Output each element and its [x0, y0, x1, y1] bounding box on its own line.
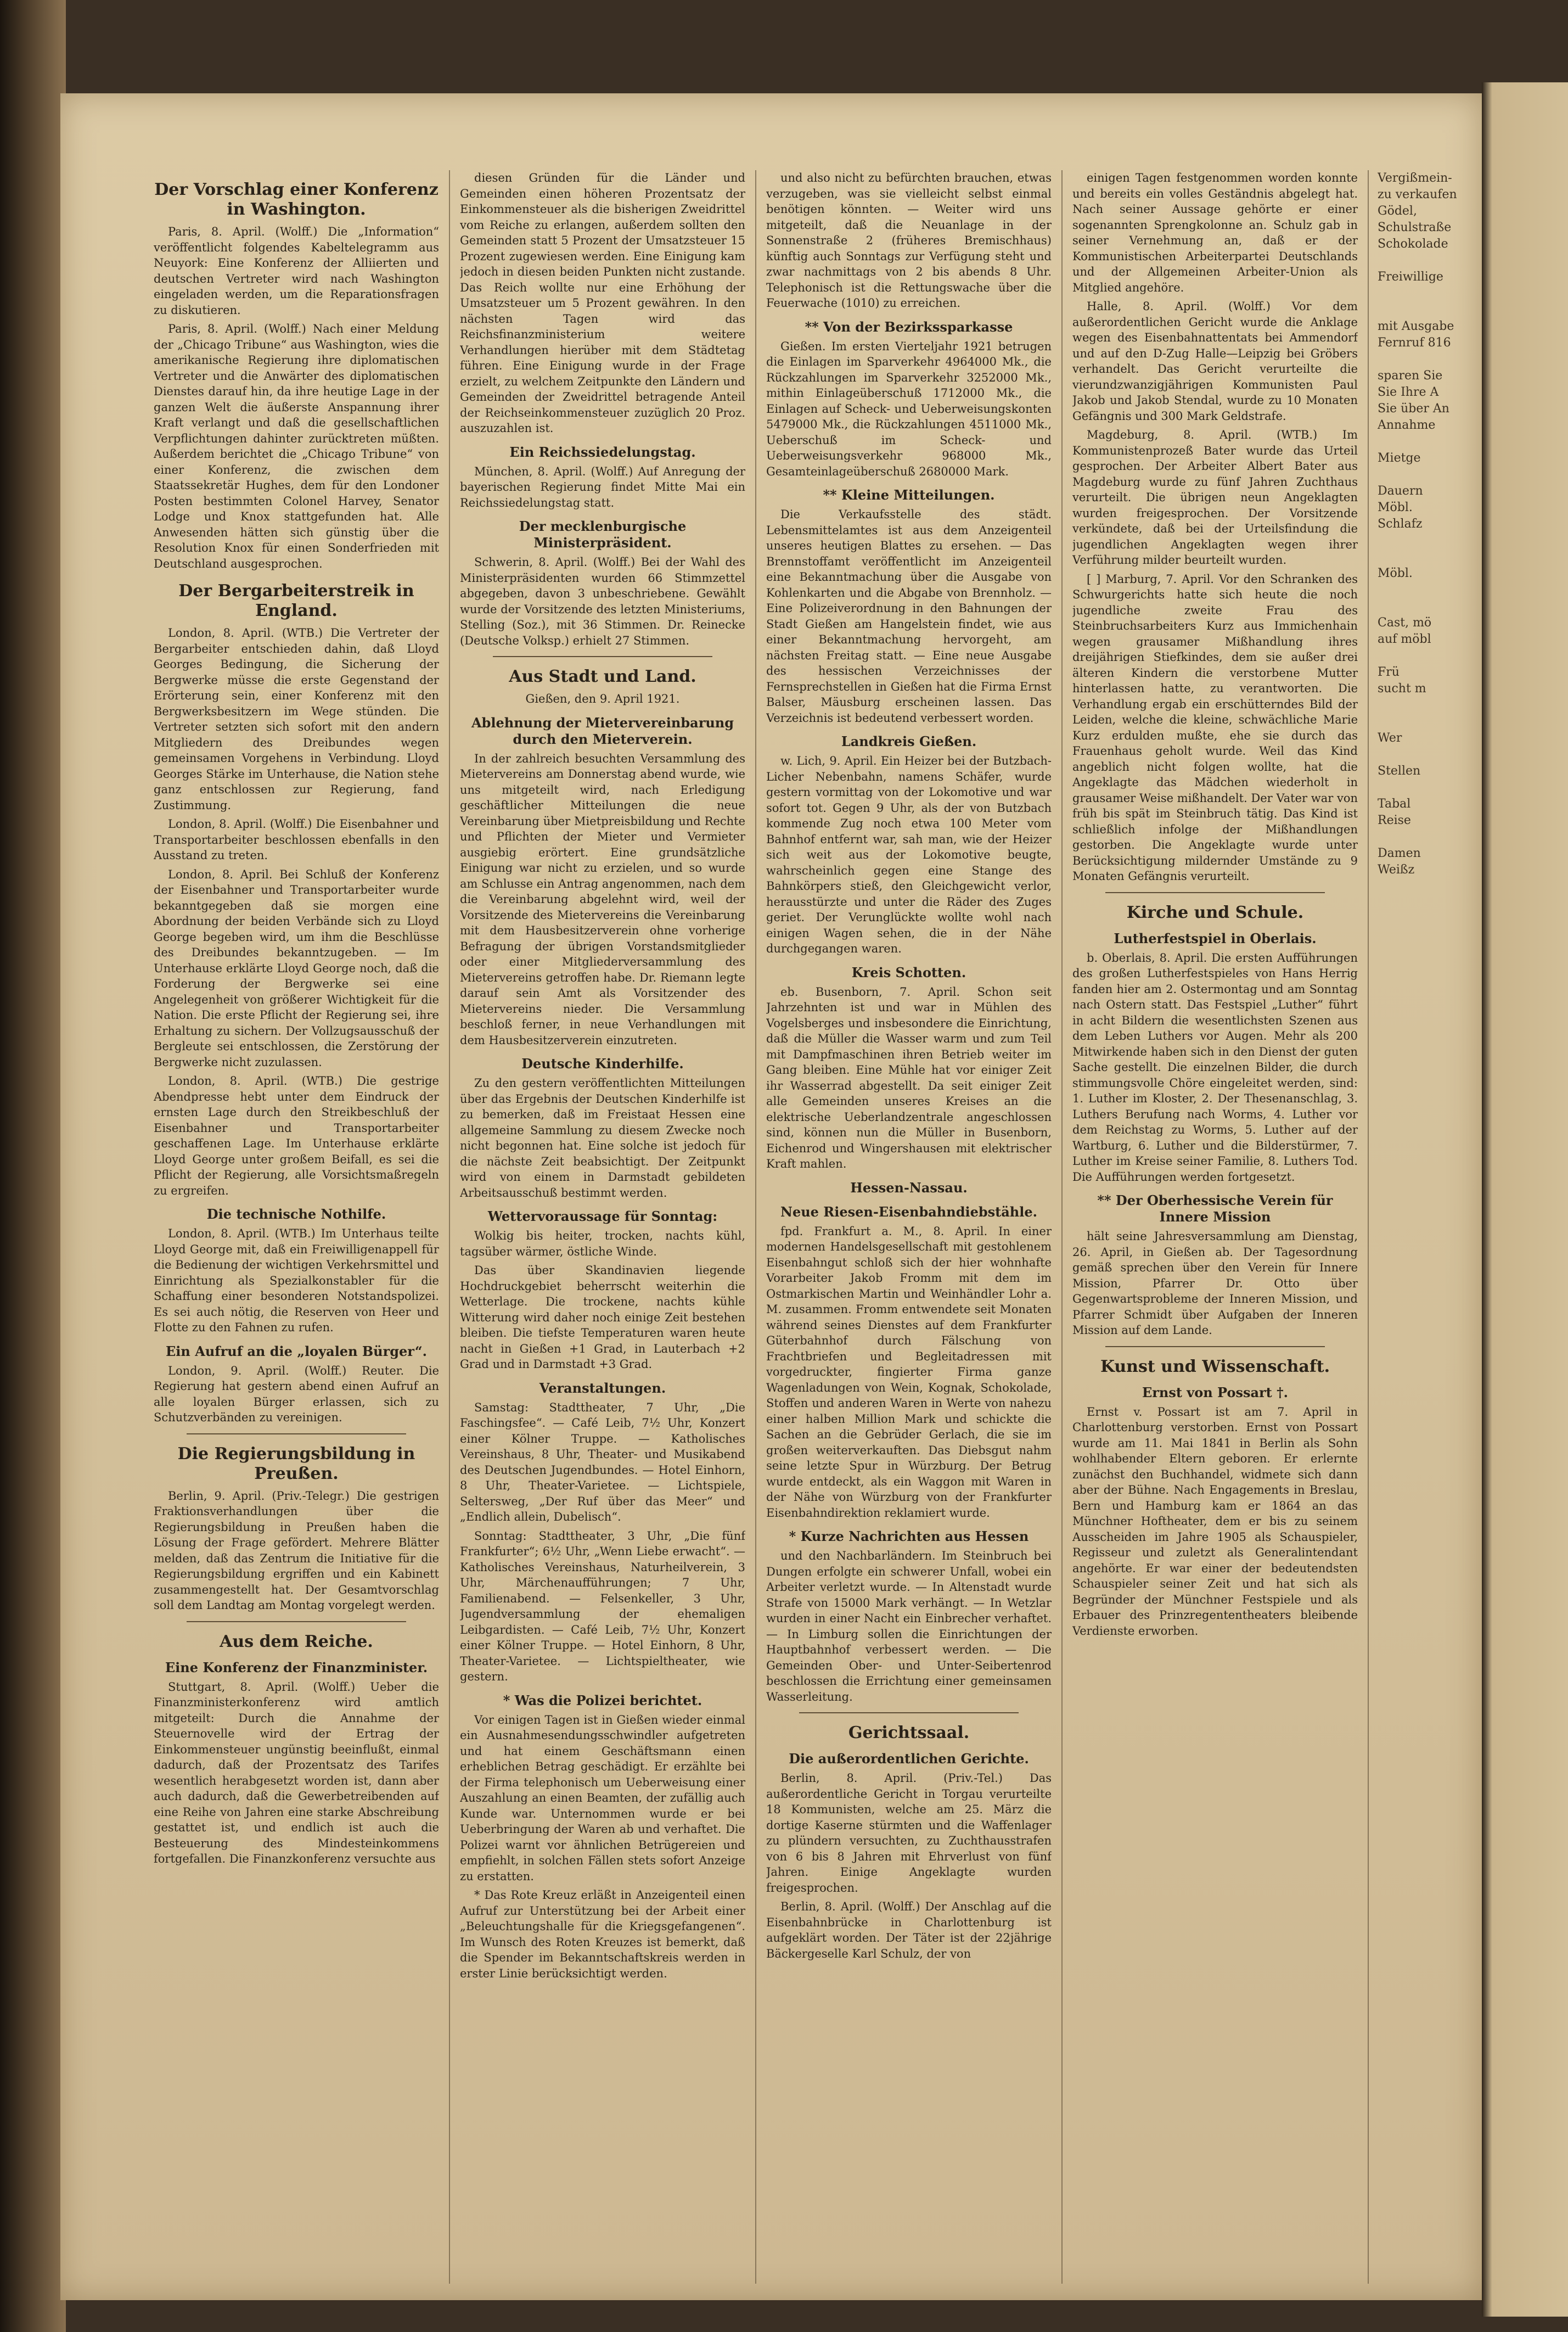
section-headline: Aus Stadt und Land.: [509, 667, 696, 686]
subheadline: * Kurze Nachrichten aus Hessen: [789, 1528, 1029, 1544]
subheadline: Neue Riesen-Eisenbahndiebstähle.: [780, 1203, 1037, 1220]
divider: [187, 1433, 406, 1434]
subheadline: Ein Aufruf an die „loyalen Bürger“.: [166, 1343, 427, 1359]
subheadline: Deutsche Kinderhilfe.: [521, 1056, 684, 1072]
column-3: [766, 170, 1052, 2289]
article-paragraph: London, 9. April. (Wolff.) Reuter. Die Regierung hat gestern abend einen Aufruf an alle loyalen Bürger erlassen, sich zu Schutzverbänden zu vereinigen.: [154, 1364, 439, 1424]
subheadline: Ernst von Possart †.: [1142, 1384, 1289, 1400]
column-rule: [449, 170, 450, 2284]
subheadline: ** Von der Bezirkssparkasse: [805, 318, 1013, 335]
article-paragraph: Stuttgart, 8. April. (Wolff.) Ueber die Finanzministerkonferenz wird amtlich mitgeteilt: Durch die Annahme der Steuernovelle wird der Ertrag der Einkommensteuer ungünstig beeinflußt, einmal dadurch, daß der Prozentsatz des Tarifes wesentlich herabgesetzt worden ist, dann aber auch dadurch, daß die Gewerbetreibenden auf eine Reihe von Jahren eine starke Abschreibung gestattet ist, und endlich ist auch die Besteuerung des Mindesteinkommens fortgefallen. Die Finanzkonferenz versuchte aus: [154, 1680, 439, 1865]
subheadline: Landkreis Gießen.: [841, 733, 977, 749]
article-paragraph: Magdeburg, 8. April. (WTB.) Im Kommunistenprozeß Bater wurde das Urteil gesprochen. Der Arbeiter Albert Bater aus Magdeburg wurde zu fünf Jahren Zuchthaus verurteilt. Die übrigen neun Angeklagten wurden freigesprochen. Der Vorsitzende verkündete, daß bei der Urteilsfindung die jugendlichen Angeklagten wegen ihrer Verführung milder beurteilt wurden.: [1072, 428, 1358, 567]
article-paragraph: einigen Tagen festgenommen worden konnte und bereits ein volles Geständnis abgelegt hat. Nach seiner Aussage gehörte er einer sogenannten Sprengkolonne an. Schulz gab in seiner Vernehmung an, daß er der Kommunistischen Arbeiterpartei Deutschlands und der Allgemeinen Arbeiter-Union als Mitglied angehöre.: [1072, 171, 1358, 294]
newspaper-page: [60, 93, 1482, 2300]
article-paragraph: fpd. Frankfurt a. M., 8. April. In einer modernen Handelsgesellschaft mit gestohlenem Eisenbahngut schloß sich der hier wohnhafte Vorarbeiter Jakob Fromm mit dem im Ostmarkischen Martin und Weinhändler Lohr a. M. zusammen. Fromm entwendete seit Monaten während seines Dienstes auf dem Frankfurter Güterbahnhof durch Fälschung von Frachtbriefen und Begleitadressen mit vorgedruckter, fingierter Firma ganze Wagenladungen von Wein, Kognak, Schokolade, Stoffen und anderen Waren in Werte von nahezu einer halben Million Mark und schickte die Sachen an die Gebrüder Gerlach, die sie im großen weiterverkauften. Das Diebsgut nahm seine letzte Spur in Würzburg. Der Betrug wurde entdeckt, als ein Waggon mit Waren in der Nähe von Würzburg von der Frankfurter Eisenbahndirektion reklamiert wurde.: [766, 1224, 1052, 1520]
article-paragraph: Die Verkaufsstelle des städt. Lebensmittelamtes ist aus dem Anzeigenteil unseres heutigen Blattes zu ersehen. — Das Brennstoffamt veröffentlicht im Anzeigenteil eine Bekanntmachung über die Ausgabe von Kohlenkarten und die Abgabe von Brennholz. — Eine Polizeiverordnung in den Bahnungen der Stadt Gießen am Hangelstein findet, wie aus einer Bekanntmachung hervorgeht, am nächsten Freitag statt. — Eine neue Ausgabe des hessischen Verzeichnisses der Fernsprechstellen in Gießen hat die Firma Ernst Balser, Mäusburg erscheinen lassen. Das Verzeichnis ist bedeutend verbessert worden.: [766, 508, 1052, 725]
divider: [493, 656, 712, 657]
article-paragraph: Ernst v. Possart ist am 7. April in Charlottenburg verstorben. Ernst von Possart wurde am 11. Mai 1841 in Berlin als Sohn wohlhabender Eltern geboren. Er erlernte zunächst den Buchhandel, widmete sich dann aber der Bühne. Nach Engagements in Breslau, Bern und Hamburg kam er 1864 an das Münchner Hoftheater, dem er bis zu seinem Ausscheiden im Jahre 1905 als Schauspieler, Regisseur und zuletzt als Generalintendant angehörte. Er war einer der bedeutendsten Schauspieler seiner Zeit und hat sich als Begründer der Münchner Festspiele und als Erbauer des Prinzregententheaters bleibende Verdienste erworben.: [1072, 1405, 1358, 1638]
article-paragraph: und also nicht zu befürchten brauchen, etwas verzugeben, was sie vielleicht selbst einmal benötigen könnten. — Weiter wird uns mitgeteilt, daß die Neuanlage in der Sonnenstraße 2 (früheres Bremischhaus) künftig auch Sonntags zur Verfügung steht und zwar nachmittags von 2 bis abends 8 Uhr. Telephonisch ist die Rettungswache über die Feuerwache (1010) zu erreichen.: [766, 171, 1052, 310]
divider: [1105, 892, 1325, 893]
article-paragraph: Paris, 8. April. (Wolff.) Die „Information“ veröffentlicht folgendes Kabeltelegramm aus Neuyork: Eine Konferenz der Alliierten und deutschen Vertreter wird nach Washington eingeladen werden, um die Reparationsfragen zu diskutieren.: [154, 225, 439, 317]
article-paragraph: Sonntag: Stadttheater, 3 Uhr, „Die fünf Frankfurter“; 6½ Uhr, „Wenn Liebe erwacht“. — Katholisches Vereinshaus, Naturheilverein, 3 Uhr, Märchenaufführungen; 7 Uhr, Familienabend. — Felsenkeller, 3 Uhr, Jugendversammlung der ehemaligen Leibgardisten. — Café Leib, 7½ Uhr, Konzert einer Kölner Truppe. — Hotel Einhorn, 8 Uhr, Theater-Varietee. — Lichtspieltheater, wie gestern.: [460, 1529, 745, 1683]
divider: [187, 1621, 406, 1622]
article-paragraph: In der zahlreich besuchten Versammlung des Mietervereins am Donnerstag abend wurde, wie uns mitgeteilt wird, nach Erledigung geschäftlicher Mitteilungen die neue Vereinbarung über Mietpreisbildung und Rechte und Pflichten der Mieter und Vermieter ausgiebig erörtert. Eine grundsätzliche Einigung war nicht zu erzielen, und so wurde am Schlusse ein Antrag angenommen, nach dem die Vereinbarung abgelehnt wird, weil der Vorsitzende des Mietervereins die Vereinbarung mit dem Hausbesitzerverein ohne vorherige Befragung der übrigen Vorstandsmitglieder oder einer Mitgliederversammlung des Mietervereins getroffen habe. Dr. Riemann legte darauf sein Amt als Vorsitzender des Mietervereins nieder. Die Versammlung beschloß ferner, in neue Verhandlungen mit dem Hausbesitzerverein einzutreten.: [460, 752, 745, 1047]
section-headline: Aus dem Reiche.: [220, 1632, 373, 1651]
article-paragraph: Zu den gestern veröffentlichten Mitteilungen über das Ergebnis der Deutschen Kinderhilfe ist zu bemerken, daß im Freistaat Hessen eine allgemeine Sammlung zu diesem Zwecke noch nicht begonnen hat. Eine solche ist jedoch für die nächste Zeit beabsichtigt. Der Zeitpunkt wird von einem in Darmstadt gebildeten Arbeitsausschuß bestimmt werden.: [460, 1077, 745, 1199]
divider: [1105, 1346, 1325, 1347]
subheadline: Wettervoraussage für Sonntag:: [487, 1208, 718, 1224]
subheadline: * Was die Polizei berichtet.: [503, 1692, 702, 1708]
subheadline: ** Der Oberhessische Verein für Innere Mission: [1097, 1192, 1333, 1225]
article-paragraph: eb. Busenborn, 7. April. Schon seit Jahrzehnten ist und war in Mühlen des Vogelsberges und insbesondere die Einrichtung, daß die Müller die Wasser warm und zum Teil mit Dampfmaschinen ihren Betrieb weiter im Gang bleiben. Eine Mühle hat vor einiger Zeit ihr Wasserrad abgestellt. Da seit einiger Zeit alle Gemeinden unseres Kreises an die elektrische Ueberlandzentrale angeschlossen sind, können nun die Müller in Busenborn, Eichenrod und Wingershausen mit elektrischer Kraft mahlen.: [766, 985, 1052, 1170]
subheadline: Eine Konferenz der Finanzminister.: [165, 1659, 428, 1675]
article-paragraph: London, 8. April. (WTB.) Die gestrige Abendpresse hebt unter dem Eindruck der ernsten Lage durch den Streikbeschluß der Eisenbahner und Transportarbeiter geschaffenen Lage. Im Unterhause erklärte Lloyd George unter großem Beifall, es sei die Pflicht der Regierung, alle Vorsichtsmaßregeln zu ergreifen.: [154, 1074, 439, 1197]
subheadline: Ein Reichssiedelungstag.: [509, 444, 696, 460]
subheadline: Lutherfestspiel in Oberlais.: [1114, 930, 1317, 946]
advertisement-strip: Vergißmein- zu verkaufen Gödel, Schulstraße Schokolade Freiwillige mit Ausgabe Fernruf 816 sparen Sie Sie Ihre A Sie über An Annahme Mietge Dauern Möbl. Schlafz Möbl. Cast, mö auf möbl Frü sucht m Wer Stellen Tabal Reise Damen Weißz: [1378, 171, 1457, 877]
article-paragraph: München, 8. April. (Wolff.) Auf Anregung der bayerischen Regierung findet Mitte Mai ein Reichssiedelungstag statt.: [460, 464, 745, 509]
headline: Der Vorschlag einer Konferenz in Washington.: [154, 180, 439, 219]
column-1: [154, 170, 439, 2289]
column-rule: [1368, 170, 1369, 2284]
article-paragraph: Berlin, 9. April. (Priv.-Telegr.) Die gestrigen Fraktionsverhandlungen über die Regierungsbildung in Preußen haben die Lösung der Frage gefördert. Mehrere Blätter melden, daß das Zentrum die Initiative für die Regierungsbildung ergriffen und ein Kabinett zusammengestellt hat. Der Gesamtvorschlag soll dem Landtag am Montag vorgelegt werden.: [154, 1489, 439, 1612]
article-paragraph: Vor einigen Tagen ist in Gießen wieder einmal ein Ausnahmesendungsschwindler aufgetreten und hat einem Geschäftsmann einen erheblichen Betrag geschädigt. Er erzählte bei der Firma telephonisch um Ueberweisung einer Auszahlung an einen Beamten, der zufällig auch Kunde war. Unternommen wurde er bei Ueberbringung der Waren ab und verhaftet. Die Polizei warnt vor ähnlichen Betrügereien und empfiehlt, in solchen Fällen stets sofort Anzeige zu erstatten.: [460, 1713, 745, 1883]
headline: Der Bergarbeiterstreik in England.: [178, 581, 414, 620]
article-paragraph: London, 8. April. (WTB.) Die Vertreter der Bergarbeiter entschieden dahin, daß Lloyd Georges Bedingung, die Sicherung der Bergwerke müsse die erste Gegenstand der Erörterung sein, einer Konferenz mit den Bergwerksbesitzern im Wege stünden. Die Vertreter setzten sich sofort mit den andern Mitgliedern des Dreibundes wegen gemeinsamen Vorgehens in Verbindung. Lloyd Georges Stärke im Unterhause, die Nation stehe ganz entschlossen zur Regierung, fand Zustimmung.: [154, 626, 439, 812]
subheadline: Die technische Nothilfe.: [206, 1206, 386, 1222]
article-paragraph: und den Nachbarländern. Im Steinbruch bei Dungen erfolgte ein schwerer Unfall, wobei ein Arbeiter verletzt wurde. — In Altenstadt wurde Strafe von 15000 Mark verhängt. — In Wetzlar wurden in einer Nacht ein Einbrecher verhaftet. — In Limburg sollen die Einrichtungen der Hauptbahnhof verbessert werden. — Die Gemeinden Ober- und Unter-Seibertenrod beschlossen die Errichtung einer gemeinsamen Wasserleitung.: [766, 1549, 1052, 1703]
article-paragraph: hält seine Jahresversammlung am Dienstag, 26. April, in Gießen ab. Der Tagesordnung gemäß sprechen über den Verein für Innere Mission, Pfarrer Dr. Otto über Gegenwartsprobleme der Inneren Mission, und Pfarrer Schmidt über Aufgaben der Inneren Mission auf dem Lande.: [1072, 1230, 1358, 1337]
article-paragraph: Berlin, 8. April. (Priv.-Tel.) Das außerordentliche Gericht in Torgau verurteilte 18 Kommunisten, welche am 25. März die dortige Kaserne stürmten und die Waffenlager zu plündern versuchten, zu Zuchthausstrafen von 6 bis 8 Jahren mit Ehrverlust von fünf Jahren. Einige Angeklagte wurden freigesprochen.: [766, 1772, 1052, 1894]
article-paragraph: Gießen. Im ersten Vierteljahr 1921 betrugen die Einlagen im Sparverkehr 4964000 Mk., die Rückzahlungen im Sparverkehr 3252000 Mk., mithin Einlageüberschuß 1712000 Mk., die Einlagen auf Scheck- und Ueberweisungskonten 5479000 Mk., die Rückzahlungen 4511000 Mk., Ueberschuß im Scheck- und Ueberweisungsverkehr 968000 Mk., Gesamteinlageüberschuß 2680000 Mark.: [766, 339, 1052, 478]
subheadline: ** Kleine Mitteilungen.: [823, 487, 995, 503]
dateline: Gießen, den 9. April 1921.: [525, 692, 680, 705]
article-paragraph: Das über Skandinavien liegende Hochdruckgebiet beherrscht weiterhin die Wetterlage. Die trockene, nachts kühle Witterung wird daher noch einige Zeit bestehen bleiben. Die tiefste Temperaturen waren heute nacht in Gießen +1 Grad, in Lauterbach +2 Grad und in Darmstadt +3 Grad.: [460, 1264, 745, 1371]
column-4: [1072, 170, 1358, 2289]
article-paragraph: b. Oberlais, 8. April. Die ersten Aufführungen des großen Lutherfestspieles von Hans Herrig fanden hier am 2. Ostermontag und am Sonntag nach Ostern statt. Das Festspiel „Luther“ führt in acht Bildern die wesentlichsten Szenen aus dem Leben Luthers vor Augen. Mehr als 200 Mitwirkende haben sich in den Dienst der guten Sache gestellt. Die einzelnen Bilder, die durch stimmungsvolle Chöre eingeleitet werden, sind: 1. Luther im Kloster, 2. Der Thesenanschlag, 3. Luthers Berufung nach Worms, 4. Luther vor dem Reichstag zu Worms, 5. Luther auf der Wartburg, 6. Luther und die Bilderstürmer, 7. Luther im Kreise seiner Familie, 8. Luthers Tod. Die Aufführungen werden fortgesetzt.: [1072, 951, 1358, 1184]
headline: Die Regierungsbildung in Preußen.: [177, 1444, 415, 1483]
divider: [799, 1712, 1019, 1713]
article-paragraph: Halle, 8. April. (Wolff.) Vor dem außerordentlichen Gericht wurde die Anklage wegen des Eisenbahnattentats bei Ammendorf und auf den D-Zug Halle—Leipzig bei Gröbers verhandelt. Das Gericht verurteilte die vierundzwanzigjährigen Kommunisten Paul Jakob und Jakob Stendal, wurde zu 10 Monaten Gefängnis und 300 Mark Geldstrafe.: [1072, 300, 1358, 423]
article-paragraph: Samstag: Stadttheater, 7 Uhr, „Die Faschingsfee“. — Café Leib, 7½ Uhr, Konzert einer Kölner Truppe. — Katholisches Vereinshaus, 8 Uhr, Theater- und Musikabend des Deutschen Jugendbundes. — Hotel Einhorn, 8 Uhr, Theater-Varietee. — Lichtspiele, Seltersweg, „Der Ruf über das Meer“ und „Endlich allein, Dubelisch“.: [460, 1400, 745, 1523]
article-paragraph: * Das Rote Kreuz erläßt in Anzeigenteil einen Aufruf zur Unterstützung bei der Arbeit einer „Beleuchtungshalle für die Kriegsgefangenen“. Im Wunsch des Roten Kreuzes ist bemerkt, daß die Spender im Bekanntschaftskreis werden in erster Linie berücksichtigt werden.: [460, 1888, 745, 1980]
article-paragraph: [ ] Marburg, 7. April. Vor den Schranken des Schwurgerichts hatte sich heute die noch jugendliche zweite Frau des Steinbruchsarbeiters Kurz aus Immichenhain wegen grausamer Mißhandlung ihres dreijährigen Stiefkindes, dem sie außer drei älteren Kindern die verstorbene Mutter hinterlassen hatte, zu verantworten. Die Verhandlung ergab ein erschütterndes Bild der Leiden, welche die kleine, schwächliche Marie Kurz erdulden mußte, ehe sie durch das Frauenhaus geholt wurde. Weil das Kind angeblich nicht folgen wollte, hat die Angeklagte das Mädchen wiederholt in grausamer Weise mißhandelt. Der Vater war von früh bis spät im Steinbruch tätig. Das Kind ist schließlich infolge der Mißhandlungen gestorben. Die Angeklagte wurde unter Berücksichtigung mildernder Umstände zu 9 Monaten Gefängnis verurteilt.: [1072, 572, 1358, 883]
subheadline: Kreis Schotten.: [851, 964, 966, 980]
subheadline: Der mecklenburgische Ministerpräsident.: [519, 518, 687, 551]
subheadline: Veranstaltungen.: [539, 1380, 666, 1396]
column-rule: [755, 170, 756, 2284]
column-2: [460, 170, 745, 2289]
article-paragraph: London, 8. April. (WTB.) Im Unterhaus teilte Lloyd George mit, daß ein Freiwilligenappell für die Bedienung der wichtigen Verkehrsmittel und Einrichtung als Spezialkonstabler für die Schaffung einer besonderen Notstandspolizei. Es sei auch nötig, die Reserven von Heer und Flotte zu den Fahnen zu rufen.: [154, 1227, 439, 1334]
scan-left-margin: [0, 0, 66, 2332]
section-headline: Kunst und Wissenschaft.: [1100, 1356, 1330, 1376]
article-paragraph: London, 8. April. (Wolff.) Die Eisenbahner und Transportarbeiter beschlossen ebenfalls in den Ausstand zu treten.: [154, 817, 439, 862]
section-headline: Gerichtssaal.: [848, 1723, 970, 1742]
section-headline: Kirche und Schule.: [1126, 902, 1304, 922]
article-paragraph: London, 8. April. Bei Schluß der Konferenz der Eisenbahner und Transportarbeiter wurde bekanntgegeben daß sie morgen eine Abordnung der beiden Verbände sich zu Lloyd George begeben wird, um ihm die Beschlüsse des Dreibundes bekanntzugeben. — Im Unterhause erklärte Lloyd George noch, daß die Forderung der Bergwerke sei eine Angelegenheit von größerer Wichtigkeit für die Nation. Die erste Pflicht der Regierung sei, ihre Erhaltung zu sichern. Der Vollzugsausschuß der Bergleute sei entschlossen, die Zerstörung der Bergwerke nicht zuzulassen.: [154, 867, 439, 1069]
article-paragraph: Paris, 8. April. (Wolff.) Nach einer Meldung der „Chicago Tribune“ aus Washington, wies die amerikanische Regierung ihre diplomatischen Vertreter und die Anwärter des diplomatischen Dienstes darauf hin, da ihre heutige Lage in der ganzen Welt die äußerste Anspannung ihrer Kraft verlangt und daß die gesellschaftlichen Verpflichtungen dahinter zurücktreten müßten. Außerdem berichtet die „Chicago Tribune“ von einer Konferenz, die zwischen dem Staatssekretär Hughes, dem für den Londoner Posten bestimmten Colonel Harvey, Senator Lodge und Knox stattgefunden hat. Alle Anwesenden hätten sich günstig über die Resolution Knox für einen Sonderfrieden mit Deutschland ausgesprochen.: [154, 322, 439, 570]
adjacent-page-edge: [1482, 82, 1568, 2317]
subheadline: Die außerordentlichen Gerichte.: [789, 1751, 1029, 1767]
article-paragraph: Berlin, 8. April. (Wolff.) Der Anschlag auf die Eisenbahnbrücke in Charlottenburg ist aufgeklärt worden. Der Täter ist der 22jährige Bäckergeselle Karl Schulz, der von: [766, 1900, 1052, 1960]
article-paragraph: Wolkig bis heiter, trocken, nachts kühl, tagsüber wärmer, östliche Winde.: [460, 1229, 745, 1258]
subheadline: Hessen-Nassau.: [850, 1179, 968, 1196]
article-paragraph: w. Lich, 9. April. Ein Heizer bei der Butzbach-Licher Nebenbahn, namens Schäfer, wurde gestern vormittag von der Lokomotive und war sofort tot. Gegen 9 Uhr, als der von Butzbach kommende Zug noch etwa 100 Meter vom Bahnhof entfernt war, sah man, wie der Heizer sich weit aus der Lokomotive beugte, wahrscheinlich gegen eine Stange des Bahnkörpers stieß, den Gleichgewicht verlor, herausstürzte und unter die Räder des Zuges geriet. Der Verunglückte wollte wohl nach einigen Wagen sehen, die in der Nähe durchgegangen waren.: [766, 754, 1052, 955]
subheadline: Ablehnung der Mietervereinbarung durch den Mieterverein.: [471, 714, 734, 747]
article-paragraph: diesen Gründen für die Länder und Gemeinden einen höheren Prozentsatz der Einkommensteuer als die bisherigen Zweidrittel vom Reiche zu erlangen, außerdem sollten den Gemeinden statt 5 Prozent der Umsatzsteuer 15 Prozent zugewiesen werden. Eine Einigung kam jedoch in diesen beiden Punkten nicht zustande. Das Reich wollte nur eine Erhöhung der Umsatzsteuer um 5 Prozent gewähren. In den nächsten Tagen wird das Reichsfinanzministerium weitere Verhandlungen hierüber mit dem Städtetag führen. Eine Einigung wurde in der Frage erzielt, zu welchem Zeitpunkte den Ländern und Gemeinden der Zweidrittel betragende Anteil der Reichseinkommensteuer zuzüglich 20 Proz. auszuzahlen ist.: [460, 171, 745, 435]
article-paragraph: Schwerin, 8. April. (Wolff.) Bei der Wahl des Ministerpräsidenten wurden 66 Stimmzettel abgegeben, davon 3 unbeschriebene. Gewählt wurde der Vorsitzende des letzten Ministeriums, Stelling (Soz.), mit 36 Stimmen. Dr. Reinecke (Deutsche Volksp.) erhielt 27 Stimmen.: [460, 556, 745, 647]
column-rule: [1061, 170, 1063, 2284]
